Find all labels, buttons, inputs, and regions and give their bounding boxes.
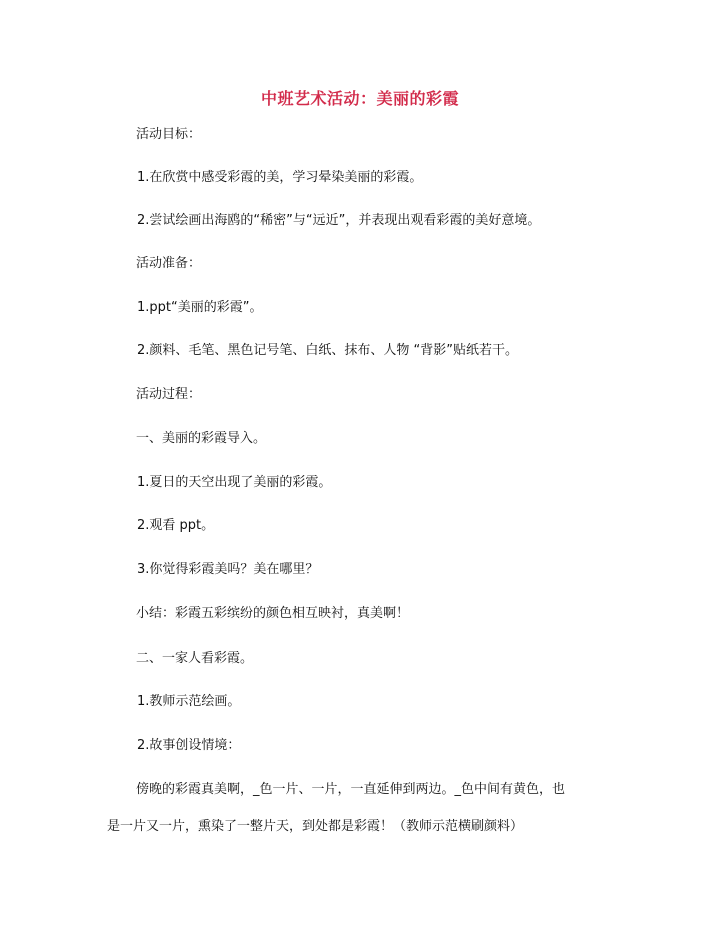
list-item: 1.在欣赏中感受彩霞的美，学习晕染美丽的彩霞。: [137, 170, 423, 185]
section-heading-process: 活动过程：: [136, 387, 202, 402]
summary-text: 小结：彩霞五彩缤纷的颜色相互映衬，真美啊！: [136, 606, 410, 621]
subsection-heading: 一、美丽的彩霞导入。: [136, 431, 267, 446]
list-item: 3.你觉得彩霞美吗？美在哪里？: [137, 562, 319, 577]
paragraph-line: 傍晚的彩霞真美啊，_色一片、一片，一直延伸到两边。_色中间有黄色，也: [136, 782, 566, 797]
list-item: 2.尝试绘画出海鸥的“稀密”与“远近”，并表现出观看彩霞的美好意境。: [137, 213, 541, 228]
section-heading-preparation: 活动准备：: [136, 256, 202, 271]
list-item: 2.故事创设情境：: [137, 738, 241, 753]
list-item: 1.教师示范绘画。: [137, 694, 241, 709]
document-title: 中班艺术活动：美丽的彩霞: [260, 89, 459, 108]
subsection-heading: 二、一家人看彩霞。: [136, 651, 254, 666]
list-item: 1.ppt“美丽的彩霞”。: [137, 300, 263, 315]
list-item: 2.观看 ppt。: [137, 518, 215, 533]
list-item: 2.颜料、毛笔、黑色记号笔、白纸、抹布、人物 “背影”贴纸若干。: [137, 343, 519, 358]
paragraph-line: 是一片又一片，熏染了一整片天，到处都是彩霞！（教师示范横刷颜料）: [107, 819, 524, 834]
list-item: 1.夏日的天空出现了美丽的彩霞。: [137, 475, 332, 490]
section-heading-goals: 活动目标：: [136, 127, 202, 142]
